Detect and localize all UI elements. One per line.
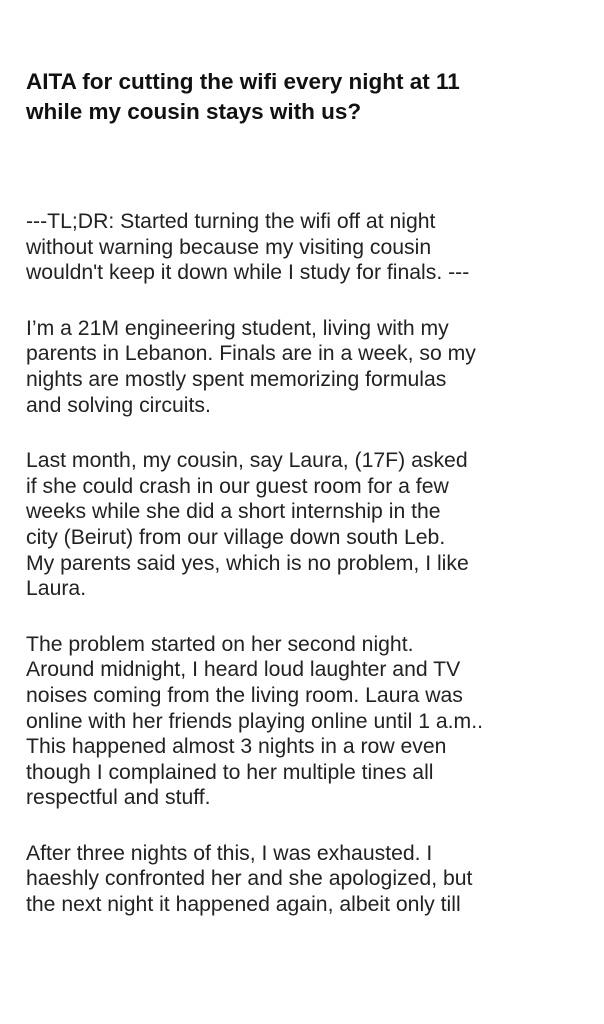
text-line: haeshly confronted her and she apologized, but bbox=[26, 867, 473, 891]
text-line: nights are mostly spent memorizing formulas bbox=[26, 367, 447, 391]
tldr-paragraph bbox=[26, 209, 594, 286]
post-title-line: while my cousin stays with us? bbox=[26, 99, 362, 124]
text-line: I’m a 21M engineering student, living with my bbox=[26, 316, 449, 340]
text-line: After three nights of this, I was exhausted. I bbox=[26, 841, 433, 865]
text-line: without warning because my visiting cousin bbox=[26, 235, 432, 259]
text-line: Last month, my cousin, say Laura, (17F) asked bbox=[26, 449, 468, 473]
post-body bbox=[26, 209, 594, 918]
text-line: the next night it happened again, albeit only till bbox=[26, 893, 461, 917]
post-title-line: AITA for cutting the wifi every night at 11 bbox=[26, 69, 460, 94]
text-line: Laura. bbox=[26, 577, 87, 601]
text-line: My parents said yes, which is no problem, I like bbox=[26, 551, 469, 575]
intro-paragraph bbox=[26, 316, 594, 418]
text-line: noises coming from the living room. Laura was bbox=[26, 683, 463, 707]
text-line: and solving circuits. bbox=[26, 393, 211, 417]
text-line: This happened almost 3 nights in a row even bbox=[26, 735, 447, 759]
post-title bbox=[26, 67, 586, 127]
problem-paragraph bbox=[26, 632, 594, 811]
text-line: parents in Lebanon. Finals are in a week, so my bbox=[26, 342, 476, 366]
background-paragraph bbox=[26, 448, 594, 602]
text-line: online with her friends playing online until 1 a.m.. bbox=[26, 709, 483, 733]
text-line: weeks while she did a short internship in the bbox=[26, 500, 441, 524]
text-line: The problem started on her second night. bbox=[26, 632, 414, 656]
text-line: city (Beirut) from our village down south Leb. bbox=[26, 525, 446, 549]
text-line: ---TL;DR: Started turning the wifi off at night bbox=[26, 210, 436, 233]
text-line: wouldn't keep it down while I study for finals. --- bbox=[26, 261, 470, 285]
confrontation-paragraph bbox=[26, 841, 594, 918]
text-line: respectful and stuff. bbox=[26, 786, 211, 810]
text-line: if she could crash in our guest room for a few bbox=[26, 474, 449, 498]
text-line: Around midnight, I heard loud laughter and TV bbox=[26, 658, 461, 682]
text-line: though I complained to her multiple tines all bbox=[26, 760, 434, 784]
